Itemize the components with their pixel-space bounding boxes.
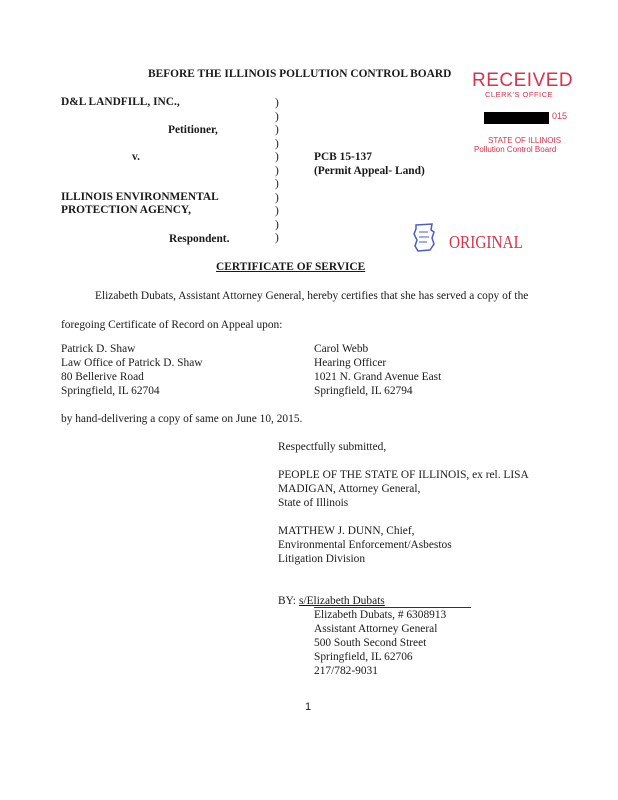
stamp-icon bbox=[410, 222, 438, 254]
by-label: BY: bbox=[278, 595, 296, 607]
signer-address-2: Springfield, IL 62706 bbox=[314, 651, 413, 663]
state-of-illinois-label: STATE OF ILLINOIS bbox=[488, 136, 562, 145]
respondent-name-line2: PROTECTION AGENCY, bbox=[61, 204, 191, 216]
signer-title: Assistant Attorney General bbox=[314, 623, 438, 635]
chief-line-3: Litigation Division bbox=[278, 553, 366, 565]
people-line-2: MADIGAN, Attorney General, bbox=[278, 483, 421, 495]
hand-delivery-line: by hand-delivering a copy of same on June 10, 2015. bbox=[61, 413, 303, 425]
service-recipient-name: Carol Webb bbox=[314, 343, 369, 355]
caption-paren: ) bbox=[275, 232, 279, 244]
service-recipient-name: Patrick D. Shaw bbox=[61, 343, 136, 355]
caption-paren: ) bbox=[275, 97, 279, 109]
signer-phone: 217/782-9031 bbox=[314, 665, 378, 677]
caption-paren: ) bbox=[275, 205, 279, 217]
document-title: CERTIFICATE OF SERVICE bbox=[216, 261, 366, 273]
stamp-date-fragment: 015 bbox=[552, 111, 568, 121]
pollution-control-board-label: Pollution Control Board bbox=[474, 145, 557, 154]
service-recipient-line: Law Office of Patrick D. Shaw bbox=[61, 357, 203, 369]
case-type: (Permit Appeal- Land) bbox=[314, 165, 425, 177]
caption-paren: ) bbox=[275, 124, 279, 136]
closing-line: Respectfully submitted, bbox=[278, 441, 387, 453]
chief-line-1: MATTHEW J. DUNN, Chief, bbox=[278, 525, 415, 537]
page-number: 1 bbox=[305, 701, 312, 713]
respondent-role: Respondent. bbox=[169, 233, 230, 245]
caption-paren: ) bbox=[275, 151, 279, 163]
caption-paren: ) bbox=[275, 191, 279, 204]
redacted-date-block bbox=[484, 112, 549, 124]
people-line-3: State of Illinois bbox=[278, 497, 349, 509]
body-line-2: foregoing Certificate of Record on Appeal upon: bbox=[61, 319, 283, 331]
caption-paren: ) bbox=[275, 110, 279, 123]
service-recipient-line: 1021 N. Grand Avenue East bbox=[314, 371, 442, 383]
service-recipient-line: 80 Bellerive Road bbox=[61, 371, 144, 383]
petitioner-name: D&L LANDFILL, INC., bbox=[61, 96, 180, 108]
caption-paren: ) bbox=[275, 218, 279, 231]
caption-paren: ) bbox=[275, 164, 279, 177]
service-recipient-line: Hearing Officer bbox=[314, 357, 387, 369]
signer-address-1: 500 South Second Street bbox=[314, 637, 427, 649]
signer-name: Elizabeth Dubats, # 6308913 bbox=[314, 609, 447, 621]
caption-paren: ) bbox=[275, 178, 279, 190]
electronic-signature: s/Elizabeth Dubats bbox=[299, 595, 385, 607]
service-recipient-line: Springfield, IL 62794 bbox=[314, 385, 413, 397]
received-label: RECEIVED bbox=[472, 70, 574, 91]
petitioner-role: Petitioner, bbox=[168, 124, 218, 136]
board-header: BEFORE THE ILLINOIS POLLUTION CONTROL BOARD bbox=[148, 68, 452, 80]
caption-parenthesis-column bbox=[275, 97, 279, 246]
people-line-1: PEOPLE OF THE STATE OF ILLINOIS, ex rel. LISA bbox=[278, 469, 529, 481]
service-recipient-line: Springfield, IL 62704 bbox=[61, 385, 160, 397]
chief-line-2: Environmental Enforcement/Asbestos bbox=[278, 539, 452, 551]
versus: v. bbox=[132, 151, 140, 163]
body-line-1: Elizabeth Dubats, Assistant Attorney General, hereby certifies that she has served a copy of the bbox=[95, 290, 529, 302]
original-stamp-label: ORIGINAL bbox=[449, 232, 523, 252]
respondent-name-line1: ILLINOIS ENVIRONMENTAL bbox=[61, 191, 219, 203]
clerks-office-label: CLERK'S OFFICE bbox=[485, 90, 554, 99]
case-number: PCB 15-137 bbox=[314, 151, 372, 163]
caption-paren: ) bbox=[275, 137, 279, 150]
